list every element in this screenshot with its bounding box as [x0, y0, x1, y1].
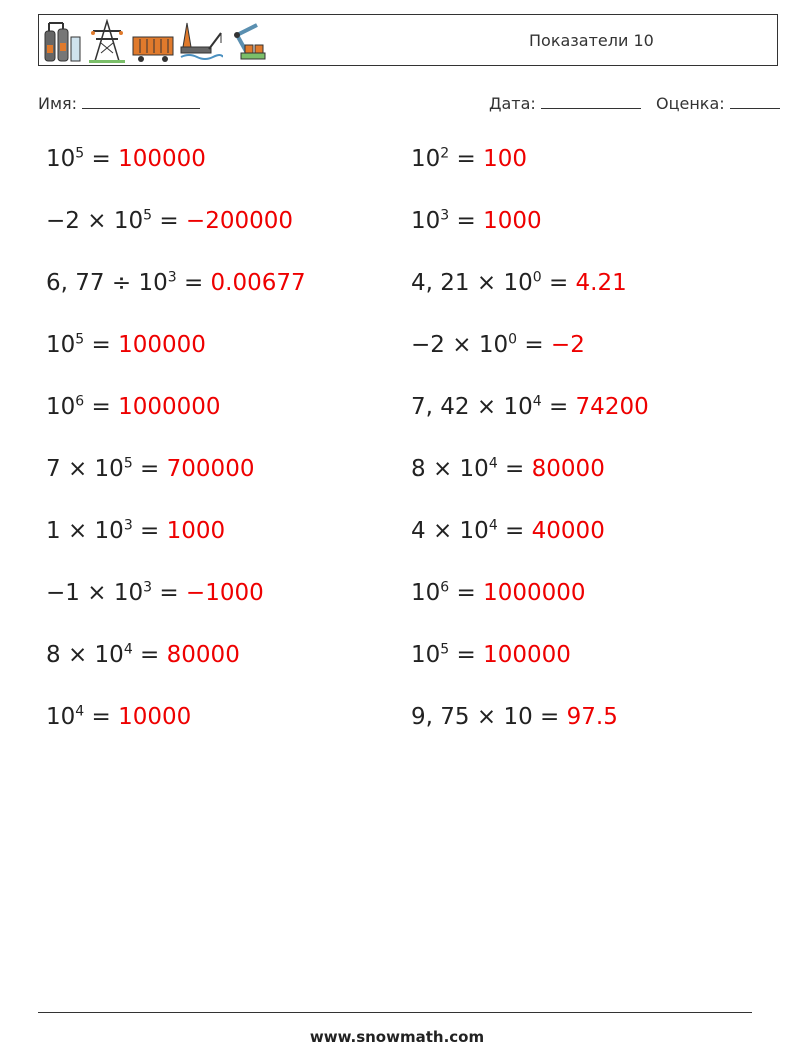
problem-equals: = — [517, 332, 551, 358]
problem-answer: 1000 — [166, 518, 226, 544]
problem-item — [46, 580, 264, 606]
problem-item — [46, 270, 306, 296]
problem-exponent: 3 — [143, 579, 153, 596]
problem-coefficient: 9, 75 — [411, 704, 470, 730]
grade-label: Оценка: — [656, 94, 725, 113]
problem-exponent: 4 — [75, 703, 85, 720]
problem-exponent: 5 — [143, 207, 153, 224]
problem-exponent: 6 — [440, 579, 450, 596]
problem-item — [411, 394, 649, 420]
problem-base: 10 — [46, 704, 76, 730]
problem-base: 10 — [94, 518, 124, 544]
power-tower-icon — [87, 19, 127, 63]
problem-equals: = — [84, 704, 119, 730]
problem-coefficient: 1 — [46, 518, 61, 544]
sheet-title: Показатели 10 — [529, 31, 654, 50]
problem-base: 10 — [411, 146, 441, 172]
problem-operator: × — [60, 642, 95, 668]
problem-equals: = — [449, 146, 484, 172]
problem-item — [411, 580, 586, 606]
problem-base: 10 — [459, 518, 489, 544]
problem-answer: 74200 — [575, 394, 649, 420]
problem-answer: 100000 — [118, 332, 206, 358]
date-label: Дата: — [489, 94, 536, 113]
problem-item — [46, 332, 206, 358]
problem-operator: × — [469, 704, 504, 730]
problem-answer: 1000 — [483, 208, 542, 234]
problem-coefficient: 8 — [46, 642, 61, 668]
problem-answer: 80000 — [166, 642, 240, 668]
problem-exponent: 5 — [440, 641, 450, 658]
problem-item — [46, 394, 221, 420]
problem-base: 10 — [46, 394, 76, 420]
name-label: Имя: — [38, 94, 78, 113]
problem-equals: = — [152, 580, 186, 606]
problem-operator: × — [60, 456, 95, 482]
problem-answer: 4.21 — [575, 270, 627, 296]
problem-base: 10 — [46, 332, 76, 358]
problem-equals: = — [132, 518, 167, 544]
problem-equals: = — [497, 518, 532, 544]
header-icons — [43, 17, 271, 63]
date-blank — [541, 94, 641, 109]
problem-exponent: 0 — [508, 331, 518, 348]
problem-base: 10 — [411, 580, 441, 606]
problem-operator: ÷ — [104, 270, 139, 296]
problem-exponent: 3 — [440, 207, 450, 224]
problem-operator: × — [469, 394, 504, 420]
problem-item — [411, 208, 542, 234]
problem-answer: 0.00677 — [210, 270, 306, 296]
problem-equals: = — [541, 394, 576, 420]
problem-answer: 1000000 — [483, 580, 586, 606]
problem-exponent: 4 — [532, 393, 542, 410]
problem-operator: × — [469, 270, 504, 296]
problem-answer: 10000 — [118, 704, 192, 730]
problem-base: 10 — [503, 394, 533, 420]
problem-exponent: 4 — [123, 641, 133, 658]
oil-rig-icon — [179, 19, 223, 63]
problem-exponent: 5 — [123, 455, 133, 472]
problem-exponent: 4 — [488, 517, 498, 534]
problem-item — [411, 146, 527, 172]
problem-base: 10 — [503, 270, 533, 296]
problem-equals: = — [532, 704, 567, 730]
problem-operator: × — [60, 518, 95, 544]
problem-item — [411, 518, 605, 544]
problem-exponent: 4 — [488, 455, 498, 472]
problem-operator: × — [79, 208, 114, 234]
problem-coefficient: 7 — [46, 456, 61, 482]
problem-item — [411, 332, 585, 358]
problem-exponent: 3 — [167, 269, 177, 286]
grade-blank — [730, 94, 780, 109]
problem-operator: × — [425, 456, 460, 482]
problem-answer: 1000000 — [118, 394, 221, 420]
problem-base: 10 — [503, 704, 533, 730]
problem-equals: = — [152, 208, 186, 234]
problem-base: 10 — [459, 456, 489, 482]
problem-operator: × — [444, 332, 479, 358]
problem-equals: = — [449, 580, 484, 606]
problem-equals: = — [449, 208, 484, 234]
problem-coefficient: −1 — [46, 580, 80, 606]
robot-arm-icon — [227, 19, 271, 63]
problem-base: 10 — [94, 456, 124, 482]
problem-answer: −2 — [550, 332, 585, 358]
problem-item — [46, 704, 191, 730]
problem-item — [411, 704, 618, 730]
problem-exponent: 2 — [440, 145, 450, 162]
problem-answer: 97.5 — [566, 704, 618, 730]
problem-equals: = — [132, 456, 167, 482]
problem-operator: × — [425, 518, 460, 544]
problem-answer: 80000 — [531, 456, 605, 482]
problem-exponent: 5 — [75, 331, 85, 348]
problem-answer: 700000 — [166, 456, 255, 482]
problem-base: 10 — [138, 270, 168, 296]
problem-equals: = — [176, 270, 211, 296]
problem-equals: = — [84, 146, 119, 172]
problem-item — [46, 518, 225, 544]
problem-item — [46, 642, 240, 668]
gas-cylinders-icon — [43, 19, 83, 63]
name-blank — [82, 94, 200, 109]
problem-coefficient: 6, 77 — [46, 270, 105, 296]
problem-operator: × — [79, 580, 114, 606]
problem-coefficient: 8 — [411, 456, 426, 482]
problem-exponent: 0 — [532, 269, 542, 286]
problem-coefficient: 7, 42 — [411, 394, 470, 420]
problem-answer: −200000 — [185, 208, 293, 234]
problem-base: 10 — [46, 146, 76, 172]
problem-equals: = — [84, 332, 119, 358]
problem-item — [46, 456, 254, 482]
problem-base: 10 — [94, 642, 124, 668]
header-banner — [38, 14, 778, 66]
freight-wagon-icon — [131, 19, 175, 63]
problem-answer: 100 — [483, 146, 528, 172]
footer-url: www.snowmath.com — [309, 1028, 485, 1046]
problem-coefficient: −2 — [411, 332, 445, 358]
problem-item — [411, 456, 605, 482]
problem-equals: = — [449, 642, 484, 668]
problem-coefficient: −2 — [46, 208, 80, 234]
problem-coefficient: 4, 21 — [411, 270, 470, 296]
problem-equals: = — [84, 394, 119, 420]
problem-base: 10 — [411, 642, 441, 668]
footer-divider — [38, 1012, 752, 1013]
problem-answer: 100000 — [118, 146, 206, 172]
problem-equals: = — [497, 456, 532, 482]
problem-answer: 100000 — [483, 642, 571, 668]
problem-item — [411, 642, 571, 668]
problem-exponent: 3 — [123, 517, 133, 534]
problem-exponent: 5 — [75, 145, 85, 162]
date-grade-field — [489, 94, 790, 113]
name-field — [38, 94, 200, 113]
problem-base: 10 — [113, 208, 144, 234]
problem-answer: −1000 — [185, 580, 264, 606]
problem-answer: 40000 — [531, 518, 605, 544]
problem-base: 10 — [113, 580, 144, 606]
problem-coefficient: 4 — [411, 518, 426, 544]
problem-item — [46, 208, 293, 234]
problem-equals: = — [541, 270, 576, 296]
problem-item — [411, 270, 627, 296]
problem-base: 10 — [411, 208, 441, 234]
problem-base: 10 — [478, 332, 509, 358]
problem-exponent: 6 — [75, 393, 85, 410]
problem-equals: = — [132, 642, 167, 668]
problem-item — [46, 146, 206, 172]
